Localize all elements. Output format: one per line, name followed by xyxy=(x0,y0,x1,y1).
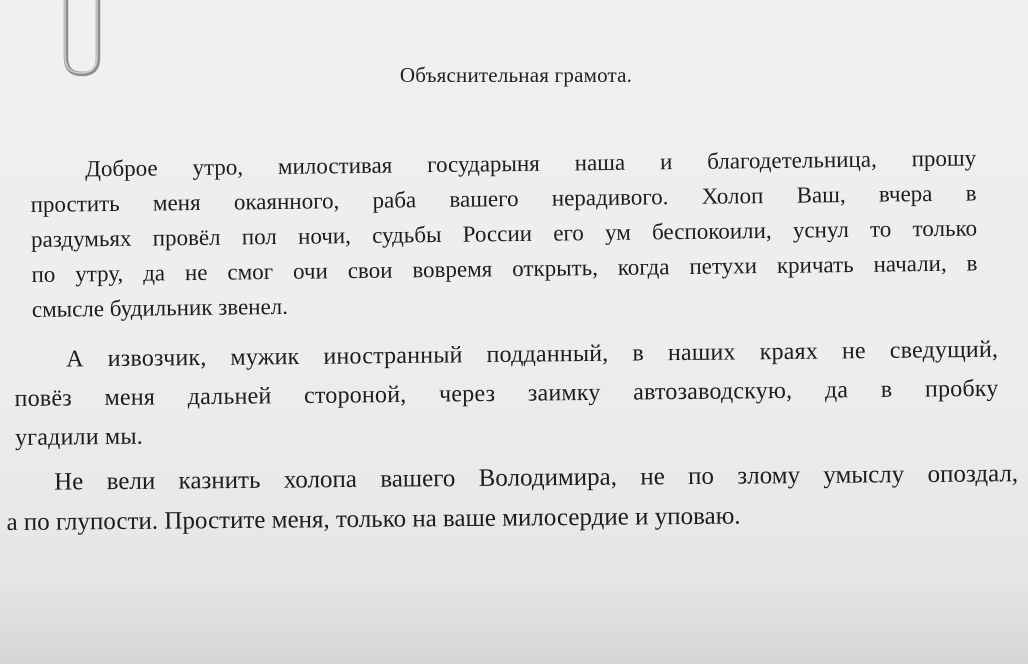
text-line: А извозчик, мужик иностранный подданный, в наших краях не сведущий, xyxy=(66,336,999,373)
document-title: Объяснительная грамота. xyxy=(399,63,633,87)
paragraph-1 xyxy=(30,140,978,327)
text-line: раздумьях провёл пол ночи, судьбы России его ум беспокоили, уснул то только xyxy=(30,215,978,252)
text-line: Не вели казнить холопа вашего Володимира, не по злому умыслу опоздал, xyxy=(54,460,1019,496)
text-line: повёз меня дальней стороной, через заимку автозаводскую, да в пробку xyxy=(14,375,999,412)
paragraph-2 xyxy=(14,331,999,458)
text-line: простить меня окаянного, раба вашего нерадивого. Холоп Ваш, вчера в xyxy=(30,180,977,217)
page-shadow xyxy=(0,574,1028,664)
paragraph-3 xyxy=(6,454,1019,543)
text-line: Доброе утро, милостивая государыня наша и благодетельница, прошу xyxy=(85,145,977,182)
text-line: угадили мы. xyxy=(14,423,144,451)
text-line: по утру, да не смог очи свои вовремя открыть, когда петухи кричать начали, в xyxy=(31,250,978,287)
text-line: смысле будильник звенел. xyxy=(31,293,289,322)
text-line: а по глупости. Простите меня, только на ваше милосердие и уповаю. xyxy=(6,502,741,536)
